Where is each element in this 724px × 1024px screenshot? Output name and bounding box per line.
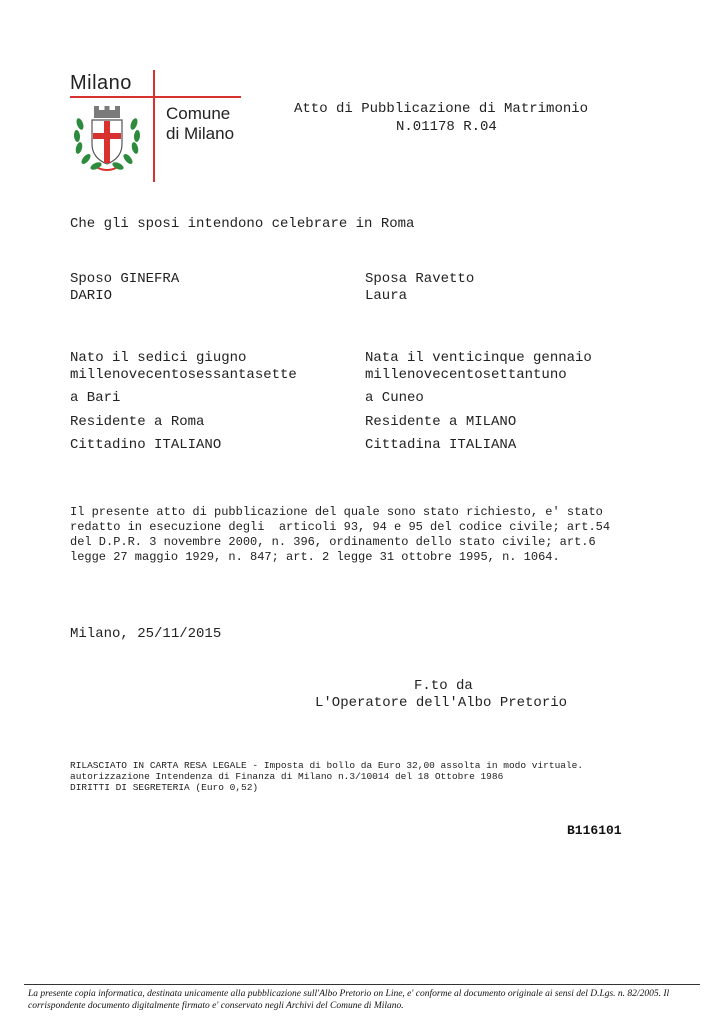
bride-birth-date: Nata il venticinque gennaio <box>365 350 592 366</box>
legal-paragraph: Il presente atto di pubblicazione del quale sono stato richiesto, e' stato redatto in esecuzione degli articoli 93, 94 e 95 del codice civile; art.54 del D.P.R. 3 novembre 2000, n. 396, ordinamento dello stato civile; art.6 legge 27 maggio 1929, n. 847; art. 2 legge 31 ottobre 1995, n. 1064. <box>70 505 611 564</box>
document-title: Atto di Pubblicazione di Matrimonio <box>294 101 589 117</box>
groom-residence: Residente a Roma <box>70 414 205 430</box>
logo-horizontal-rule <box>70 96 241 98</box>
groom-birth-year: millenovecentosessantasette <box>70 367 297 383</box>
logo-city-name: Milano <box>70 72 132 94</box>
bride-birth-year: millenovecentosettantuno <box>365 367 567 383</box>
place-and-date: Milano, 25/11/2015 <box>70 626 222 642</box>
bride-citizenship: Cittadina ITALIANA <box>365 437 517 453</box>
logo-di-milano-text: di Milano <box>166 124 235 143</box>
groom-citizenship: Cittadino ITALIANO <box>70 437 222 453</box>
bride-residence: Residente a MILANO <box>365 414 517 430</box>
bride-name: Laura <box>365 288 408 304</box>
signature-operator: L'Operatore dell'Albo Pretorio <box>315 695 568 711</box>
coat-of-arms-icon <box>70 104 144 174</box>
footer-disclaimer: La presente copia informatica, destinata unicamente alla pubblicazione sull'Albo Pretorio on Line, e' conforme al documento originale ai sensi del D.Lgs. n. 82/2005. Il corrispondente documento digitalmente firmato e' conservato negli Archivi del Comune di Milano. <box>28 989 670 1011</box>
bride-surname: Sposa Ravetto <box>365 271 475 287</box>
document-code: B116101 <box>567 823 622 838</box>
footer-divider <box>24 984 700 985</box>
logo-comune-text: Comune <box>166 104 231 123</box>
groom-surname: Sposo GINEFRA <box>70 271 180 287</box>
signature-fto: F.to da <box>414 678 473 694</box>
stamp-duty-note: RILASCIATO IN CARTA RESA LEGALE - Imposta di bollo da Euro 32,00 assolta in modo virtuale. autorizzazione Intendenza di Finanza di Milano n.3/10014 del 18 Ottobre 1986 DIRITTI DI SEGRETERIA (Euro 0,52) <box>70 760 584 793</box>
groom-birthplace: a Bari <box>70 390 121 406</box>
logo-vertical-rule <box>153 70 155 182</box>
document-number: N.01178 R.04 <box>396 119 497 135</box>
groom-name: DARIO <box>70 288 113 304</box>
bride-birthplace: a Cuneo <box>365 390 424 406</box>
groom-birth-date: Nato il sedici giugno <box>70 350 247 366</box>
intro-text: Che gli sposi intendono celebrare in Roma <box>70 216 415 232</box>
